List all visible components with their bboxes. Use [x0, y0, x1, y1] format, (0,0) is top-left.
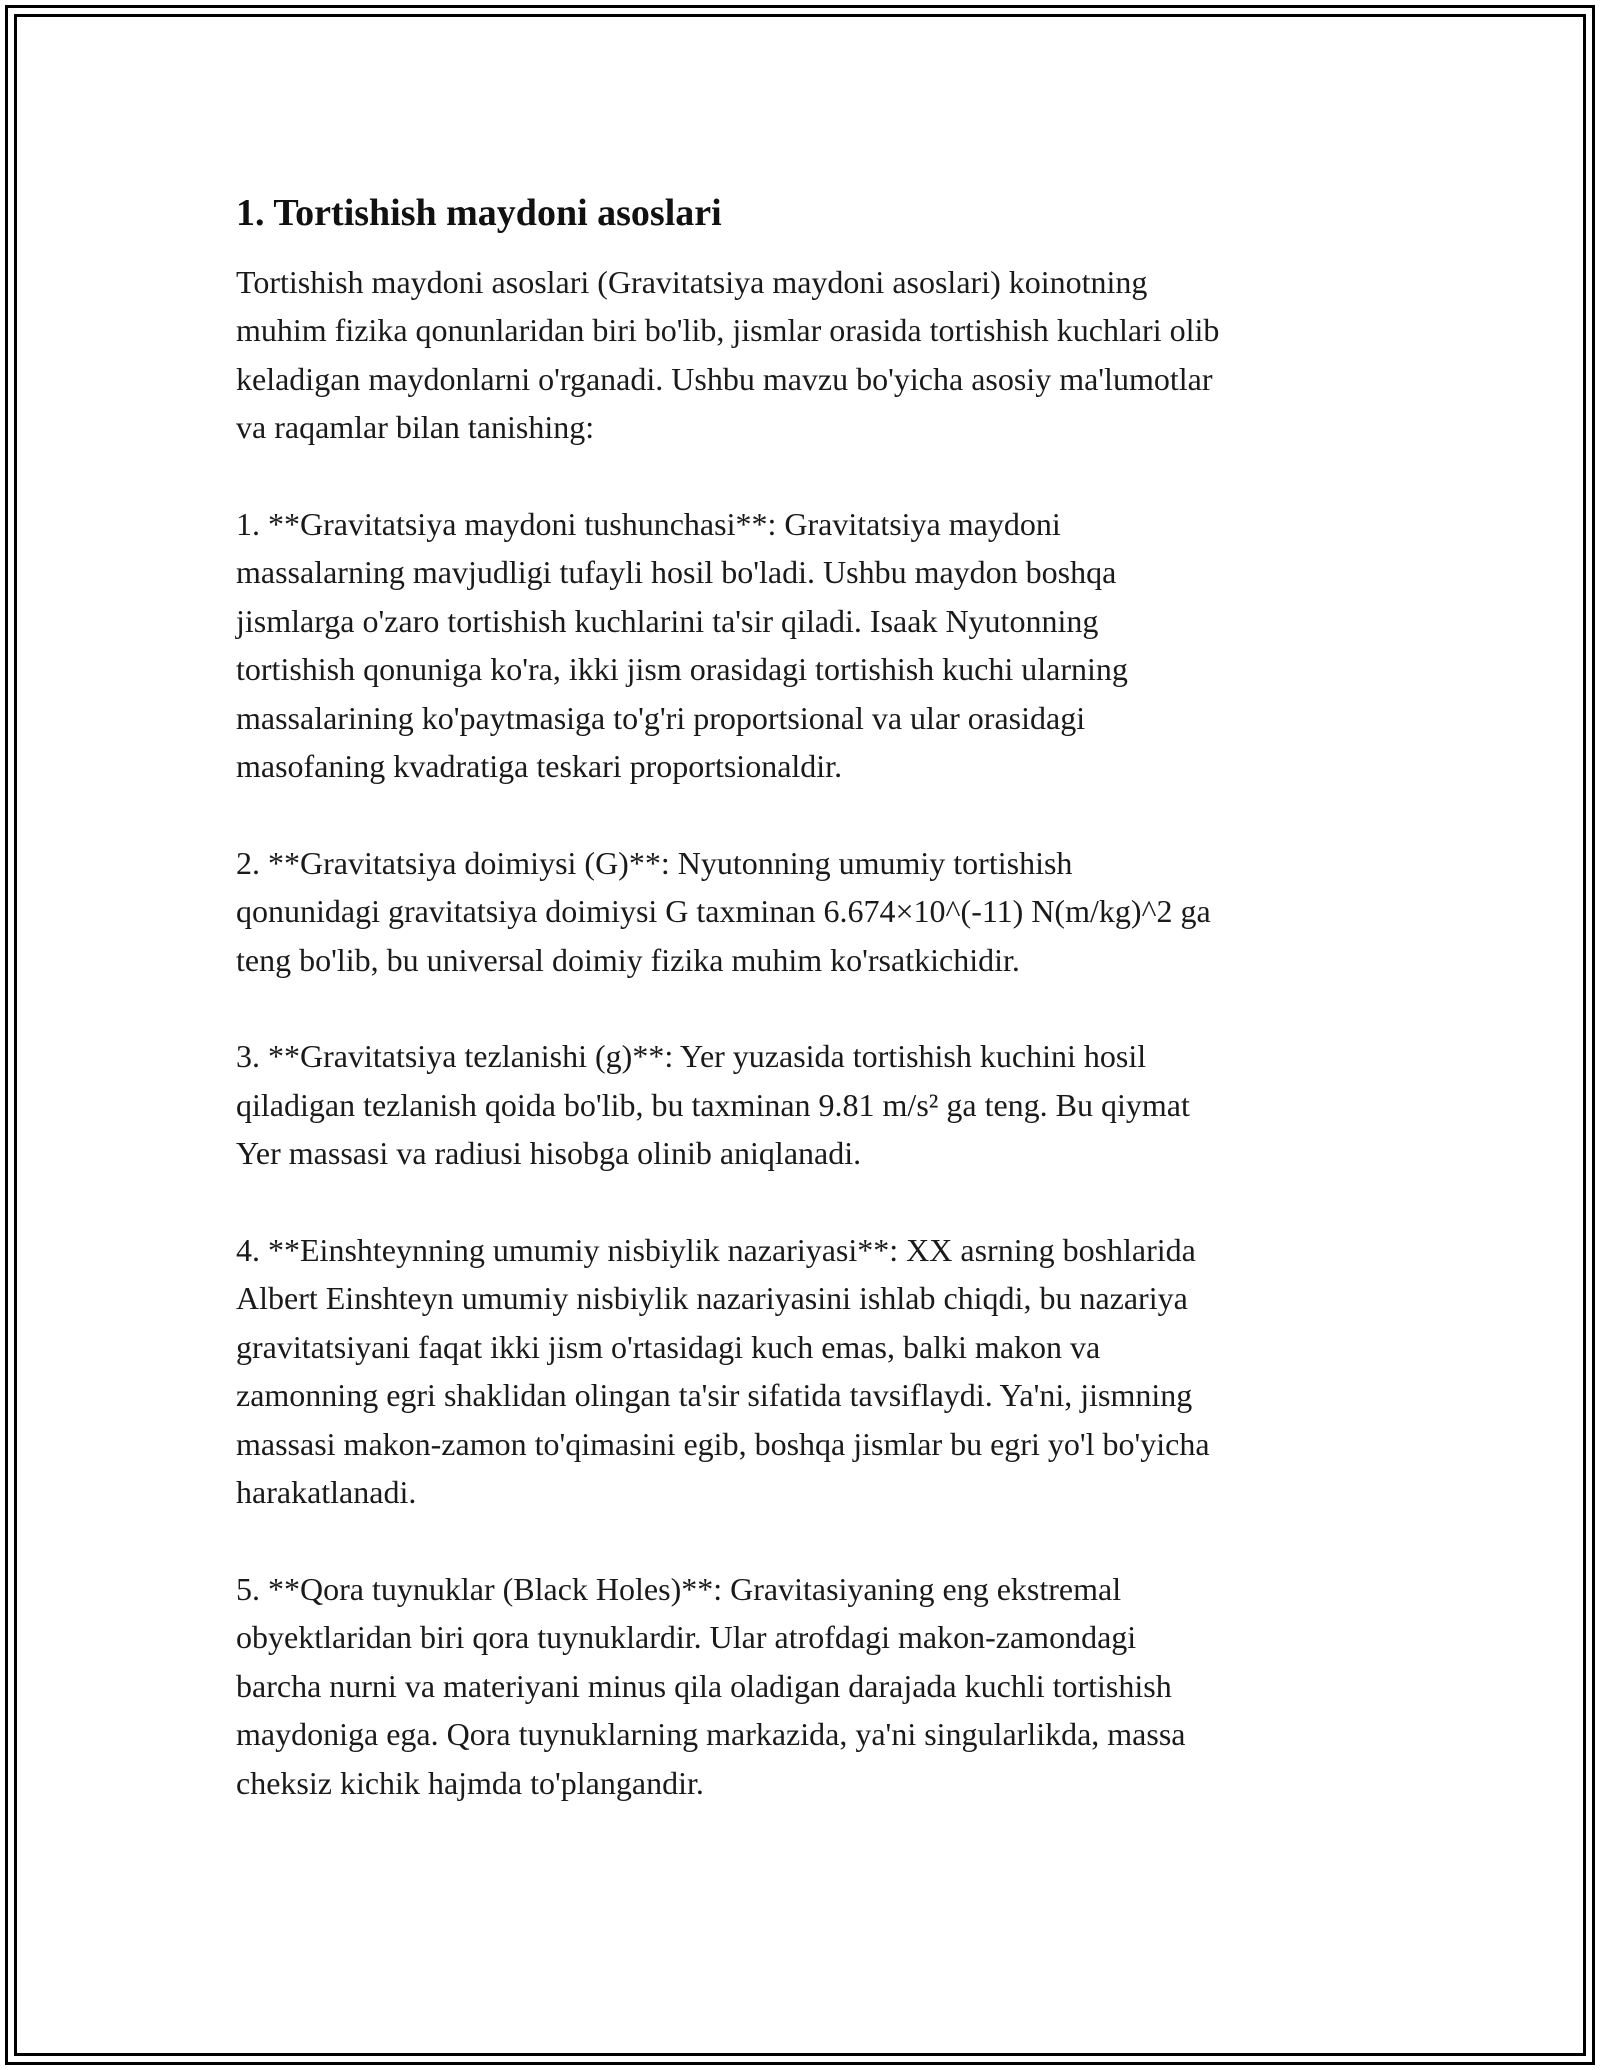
item-gravitational-constant: 2. **Gravitatsiya doimiysi (G)**: Nyutonning umumiy tortishish qonunidagi gravitatsiya doimiysi G taxminan 6.674×10^(-11) N(m/kg)^2 ga teng bo'lib, bu universal doimiy fizika muhim ko'rsatkichidir.	[236, 844, 1211, 978]
item-black-holes: 5. **Qora tuynuklar (Black Holes)**: Gravitasiyaning eng ekstremal obyektlaridan biri qora tuynuklardir. Ular atrofdagi makon-zamondagi barcha nurni va materiyani minus qila oladigan darajada kuchli tortishish maydoniga ega. Qora tuynuklarning markazida, ya'ni singularlikda, massa cheksiz kichik hajmda to'plangandir.	[236, 1570, 1186, 1801]
intro-paragraph: Tortishish maydoni asoslari (Gravitatsiya maydoni asoslari) koinotning muhim fizika qonunlaridan biri bo'lib, jismlar orasida tortishish kuchlari olib keladigan maydonlarni o'rganadi. Ushbu mavzu bo'yicha asosiy ma'lumotlar va raqamlar bilan tanishing:	[236, 264, 1220, 446]
section-heading: 1. Tortishish maydoni asoslari	[236, 192, 722, 234]
item-general-relativity: 4. **Einshteynning umumiy nisbiylik nazariyasi**: XX asrning boshlarida Albert Einshteyn umumiy nisbiylik nazariyasini ishlab chiqdi, bu nazariya gravitatsiyani faqat ikki jism o'rtasidagi kuch emas, balki makon va zamonning egri shaklidan olingan ta'sir sifatida tavsiflaydi. Ya'ni, jismning massasi makon-zamon to'qimasini egib, boshqa jismlar bu egri yo'l bo'yicha harakatlanadi.	[236, 1232, 1210, 1511]
document-body	[236, 188, 1376, 1855]
item-gravitational-acceleration: 3. **Gravitatsiya tezlanishi (g)**: Yer yuzasida tortishish kuchini hosil qiladigan tezlanish qoida bo'lib, bu taxminan 9.81 m/s² ga teng. Bu qiymat Yer massasi va radiusi hisobga olinib aniqlanadi.	[236, 1038, 1190, 1172]
item-gravitational-field-concept: 1. **Gravitatsiya maydoni tushunchasi**: Gravitatsiya maydoni massalarning mavjudligi tufayli hosil bo'ladi. Ushbu maydon boshqa jismlarga o'zaro tortishish kuchlarini ta'sir qiladi. Isaak Nyutonning tortishish qonuniga ko'ra, ikki jism orasidagi tortishish kuchi ularning massalarining ko'paytmasiga to'g'ri proportsional va ular orasidagi masofaning kvadratiga teskari proportsionaldir.	[236, 506, 1128, 785]
